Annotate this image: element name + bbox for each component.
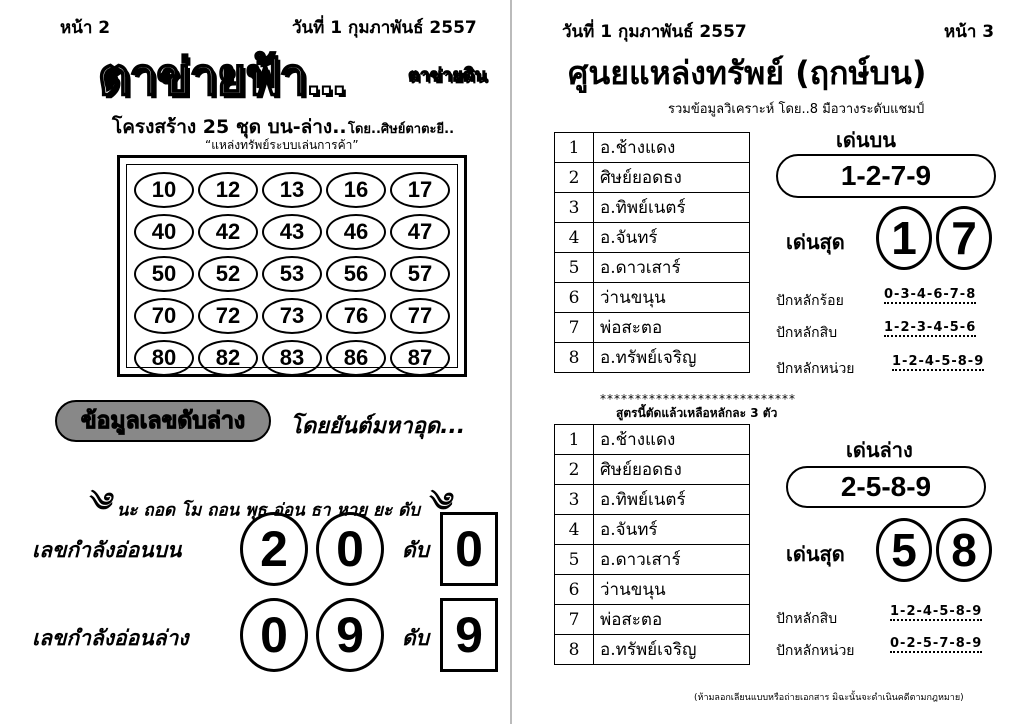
top-row-2-value: 1-2-3-4-5-6 xyxy=(884,320,977,335)
table-row xyxy=(555,515,750,545)
structure-text: โครงสร้าง 25 ชุด บน-ล่าง.. xyxy=(112,116,347,138)
grid-number: 40 xyxy=(134,214,194,250)
bottom-row-1-value: 1-2-4-5-8-9 xyxy=(890,604,983,619)
grid-number: 82 xyxy=(198,340,258,376)
upper-dab-digit: 0 xyxy=(440,512,498,586)
grid-number: 17 xyxy=(390,172,450,208)
expert-name: ว่านขนุน xyxy=(594,575,750,605)
top-lead-label: เด่นบน xyxy=(836,128,896,152)
row-number: 7 xyxy=(555,605,594,635)
page-number-left: หน้า 2 xyxy=(60,18,111,38)
title-suffix: ตาข่ายดิน xyxy=(408,65,487,86)
table-row xyxy=(555,635,750,665)
grid-number: 12 xyxy=(198,172,258,208)
page-title-left: ตาข่ายฟ้า... xyxy=(98,49,346,105)
bottom-lead-value: 2-5-8-9 xyxy=(786,466,986,508)
upper-digit-2: 0 xyxy=(316,512,384,586)
grid-number: 10 xyxy=(134,172,194,208)
row-number: 3 xyxy=(555,193,594,223)
top-row-2-label: ปักหลักสิบ xyxy=(776,325,838,341)
grid-number: 13 xyxy=(262,172,322,208)
table-row xyxy=(555,193,750,223)
experts-table-bottom xyxy=(554,424,750,665)
top-lead-value: 1-2-7-9 xyxy=(776,154,996,198)
bottom-row-1-label: ปักหลักสิบ xyxy=(776,611,838,627)
expert-name: อ.ทรัพย์เจริญ xyxy=(594,343,750,373)
grid-number: 16 xyxy=(326,172,386,208)
grid-number: 53 xyxy=(262,256,322,292)
grid-number: 50 xyxy=(134,256,194,292)
grid-number: 47 xyxy=(390,214,450,250)
grid-number: 43 xyxy=(262,214,322,250)
experts-table-top xyxy=(554,132,750,373)
dab-label-lower: ดับ xyxy=(402,626,429,650)
upper-weak-label: เลขกำลังอ่อนบน xyxy=(32,538,182,562)
row-number: 4 xyxy=(555,515,594,545)
days-text: นะ ถอด โม ถอน พุธ อ่อน ธา หาย ยะ ดับ xyxy=(116,500,420,521)
grid-number: 80 xyxy=(134,340,194,376)
expert-name: พ่อสะตอ xyxy=(594,605,750,635)
page-title-right: ศูนยแหล่งทรัพย์ (ฤกษ์บน) xyxy=(568,54,927,92)
formula-note: สูตรนี้ตัดแล้วเหลือหลักละ 3 ตัว xyxy=(616,406,778,420)
expert-name: อ.ทิพย์เนตร์ xyxy=(594,485,750,515)
row-number: 5 xyxy=(555,545,594,575)
expert-name: ศิษย์ยอดธง xyxy=(594,163,750,193)
slogan-text: โดยยันต์มหาอุด... xyxy=(290,414,466,439)
grid-number: 87 xyxy=(390,340,450,376)
table-row xyxy=(555,605,750,635)
expert-name: ศิษย์ยอดธง xyxy=(594,455,750,485)
table-row xyxy=(555,253,750,283)
top-row-1-label: ปักหลักร้อย xyxy=(776,293,844,309)
footer-note: (ห้ามลอกเลียนแบบหรือถ่ายเอกสาร มิฉะนั้นจะดำเนินคดีตามกฎหมาย) xyxy=(694,693,964,703)
number-grid xyxy=(117,155,467,377)
table-row xyxy=(555,283,750,313)
dab-label-upper: ดับ xyxy=(402,538,429,562)
right-page xyxy=(514,0,1024,724)
grid-number: 42 xyxy=(198,214,258,250)
author-text: โดย..ศิษย์ตาตะยี.. xyxy=(348,122,455,137)
row-number: 1 xyxy=(555,425,594,455)
stars-divider: **************************** xyxy=(600,392,796,406)
top-best-label: เด่นสุด xyxy=(786,230,845,254)
grid-number: 52 xyxy=(198,256,258,292)
top-row-3-value: 1-2-4-5-8-9 xyxy=(892,354,985,369)
bottom-row-2-label: ปักหลักหน่วย xyxy=(776,643,855,659)
top-best-digit-2: 7 xyxy=(936,206,992,270)
row-number: 2 xyxy=(555,163,594,193)
table-row xyxy=(555,575,750,605)
lower-digit-1: 0 xyxy=(240,598,308,672)
grid-number: 72 xyxy=(198,298,258,334)
grid-number: 46 xyxy=(326,214,386,250)
expert-name: พ่อสะตอ xyxy=(594,313,750,343)
row-number: 4 xyxy=(555,223,594,253)
table-row xyxy=(555,223,750,253)
row-number: 7 xyxy=(555,313,594,343)
lower-dab-digit: 9 xyxy=(440,598,498,672)
ornament-left-icon: ༄ xyxy=(86,488,111,518)
row-number: 8 xyxy=(555,635,594,665)
lower-weak-label: เลขกำลังอ่อนล่าง xyxy=(32,626,189,650)
table-row xyxy=(555,313,750,343)
expert-name: อ.ช้างแดง xyxy=(594,133,750,163)
grid-number: 86 xyxy=(326,340,386,376)
date-left: วันที่ 1 กุมภาพันธ์ 2557 xyxy=(292,18,477,38)
table-row xyxy=(555,163,750,193)
page-number-right: หน้า 3 xyxy=(944,22,995,42)
top-row-3-label: ปักหลักหน่วย xyxy=(776,361,855,377)
grid-number: 83 xyxy=(262,340,322,376)
ornament-right-icon: ༄ xyxy=(425,488,451,518)
bottom-best-digit-1: 5 xyxy=(876,518,932,582)
expert-name: อ.ทิพย์เนตร์ xyxy=(594,193,750,223)
row-number: 2 xyxy=(555,455,594,485)
grid-number: 76 xyxy=(326,298,386,334)
expert-name: อ.ดาวเสาร์ xyxy=(594,253,750,283)
info-pill: ข้อมูลเลขดับล่าง xyxy=(55,400,271,442)
top-row-1-value: 0-3-4-6-7-8 xyxy=(884,287,977,302)
lower-digit-2: 9 xyxy=(316,598,384,672)
expert-name: อ.จันทร์ xyxy=(594,223,750,253)
row-number: 8 xyxy=(555,343,594,373)
row-number: 1 xyxy=(555,133,594,163)
upper-digit-1: 2 xyxy=(240,512,308,586)
expert-name: ว่านขนุน xyxy=(594,283,750,313)
grid-number: 70 xyxy=(134,298,194,334)
row-number: 6 xyxy=(555,575,594,605)
expert-name: อ.ดาวเสาร์ xyxy=(594,545,750,575)
expert-name: อ.จันทร์ xyxy=(594,515,750,545)
expert-name: อ.ทรัพย์เจริญ xyxy=(594,635,750,665)
subtitle-right: รวมข้อมูลวิเคราะห์ โดย..8 มือวางระดับแชมป์ xyxy=(668,102,925,117)
table-row xyxy=(555,425,750,455)
table-row xyxy=(555,455,750,485)
row-number: 5 xyxy=(555,253,594,283)
grid-number: 56 xyxy=(326,256,386,292)
bottom-best-digit-2: 8 xyxy=(936,518,992,582)
table-row xyxy=(555,545,750,575)
table-row xyxy=(555,343,750,373)
grid-number: 77 xyxy=(390,298,450,334)
bottom-row-2-value: 0-2-5-7-8-9 xyxy=(890,636,983,651)
table-row xyxy=(555,133,750,163)
top-best-digit-1: 1 xyxy=(876,206,932,270)
bottom-best-label: เด่นสุด xyxy=(786,542,845,566)
row-number: 3 xyxy=(555,485,594,515)
expert-name: อ.ช้างแดง xyxy=(594,425,750,455)
grid-number: 73 xyxy=(262,298,322,334)
table-row xyxy=(555,485,750,515)
row-number: 6 xyxy=(555,283,594,313)
bottom-lead-label: เด่นล่าง xyxy=(846,438,913,462)
quote-text: “แหล่งทรัพย์ระบบเล่นการค้า” xyxy=(205,138,359,152)
date-right: วันที่ 1 กุมภาพันธ์ 2557 xyxy=(562,22,747,42)
grid-number: 57 xyxy=(390,256,450,292)
